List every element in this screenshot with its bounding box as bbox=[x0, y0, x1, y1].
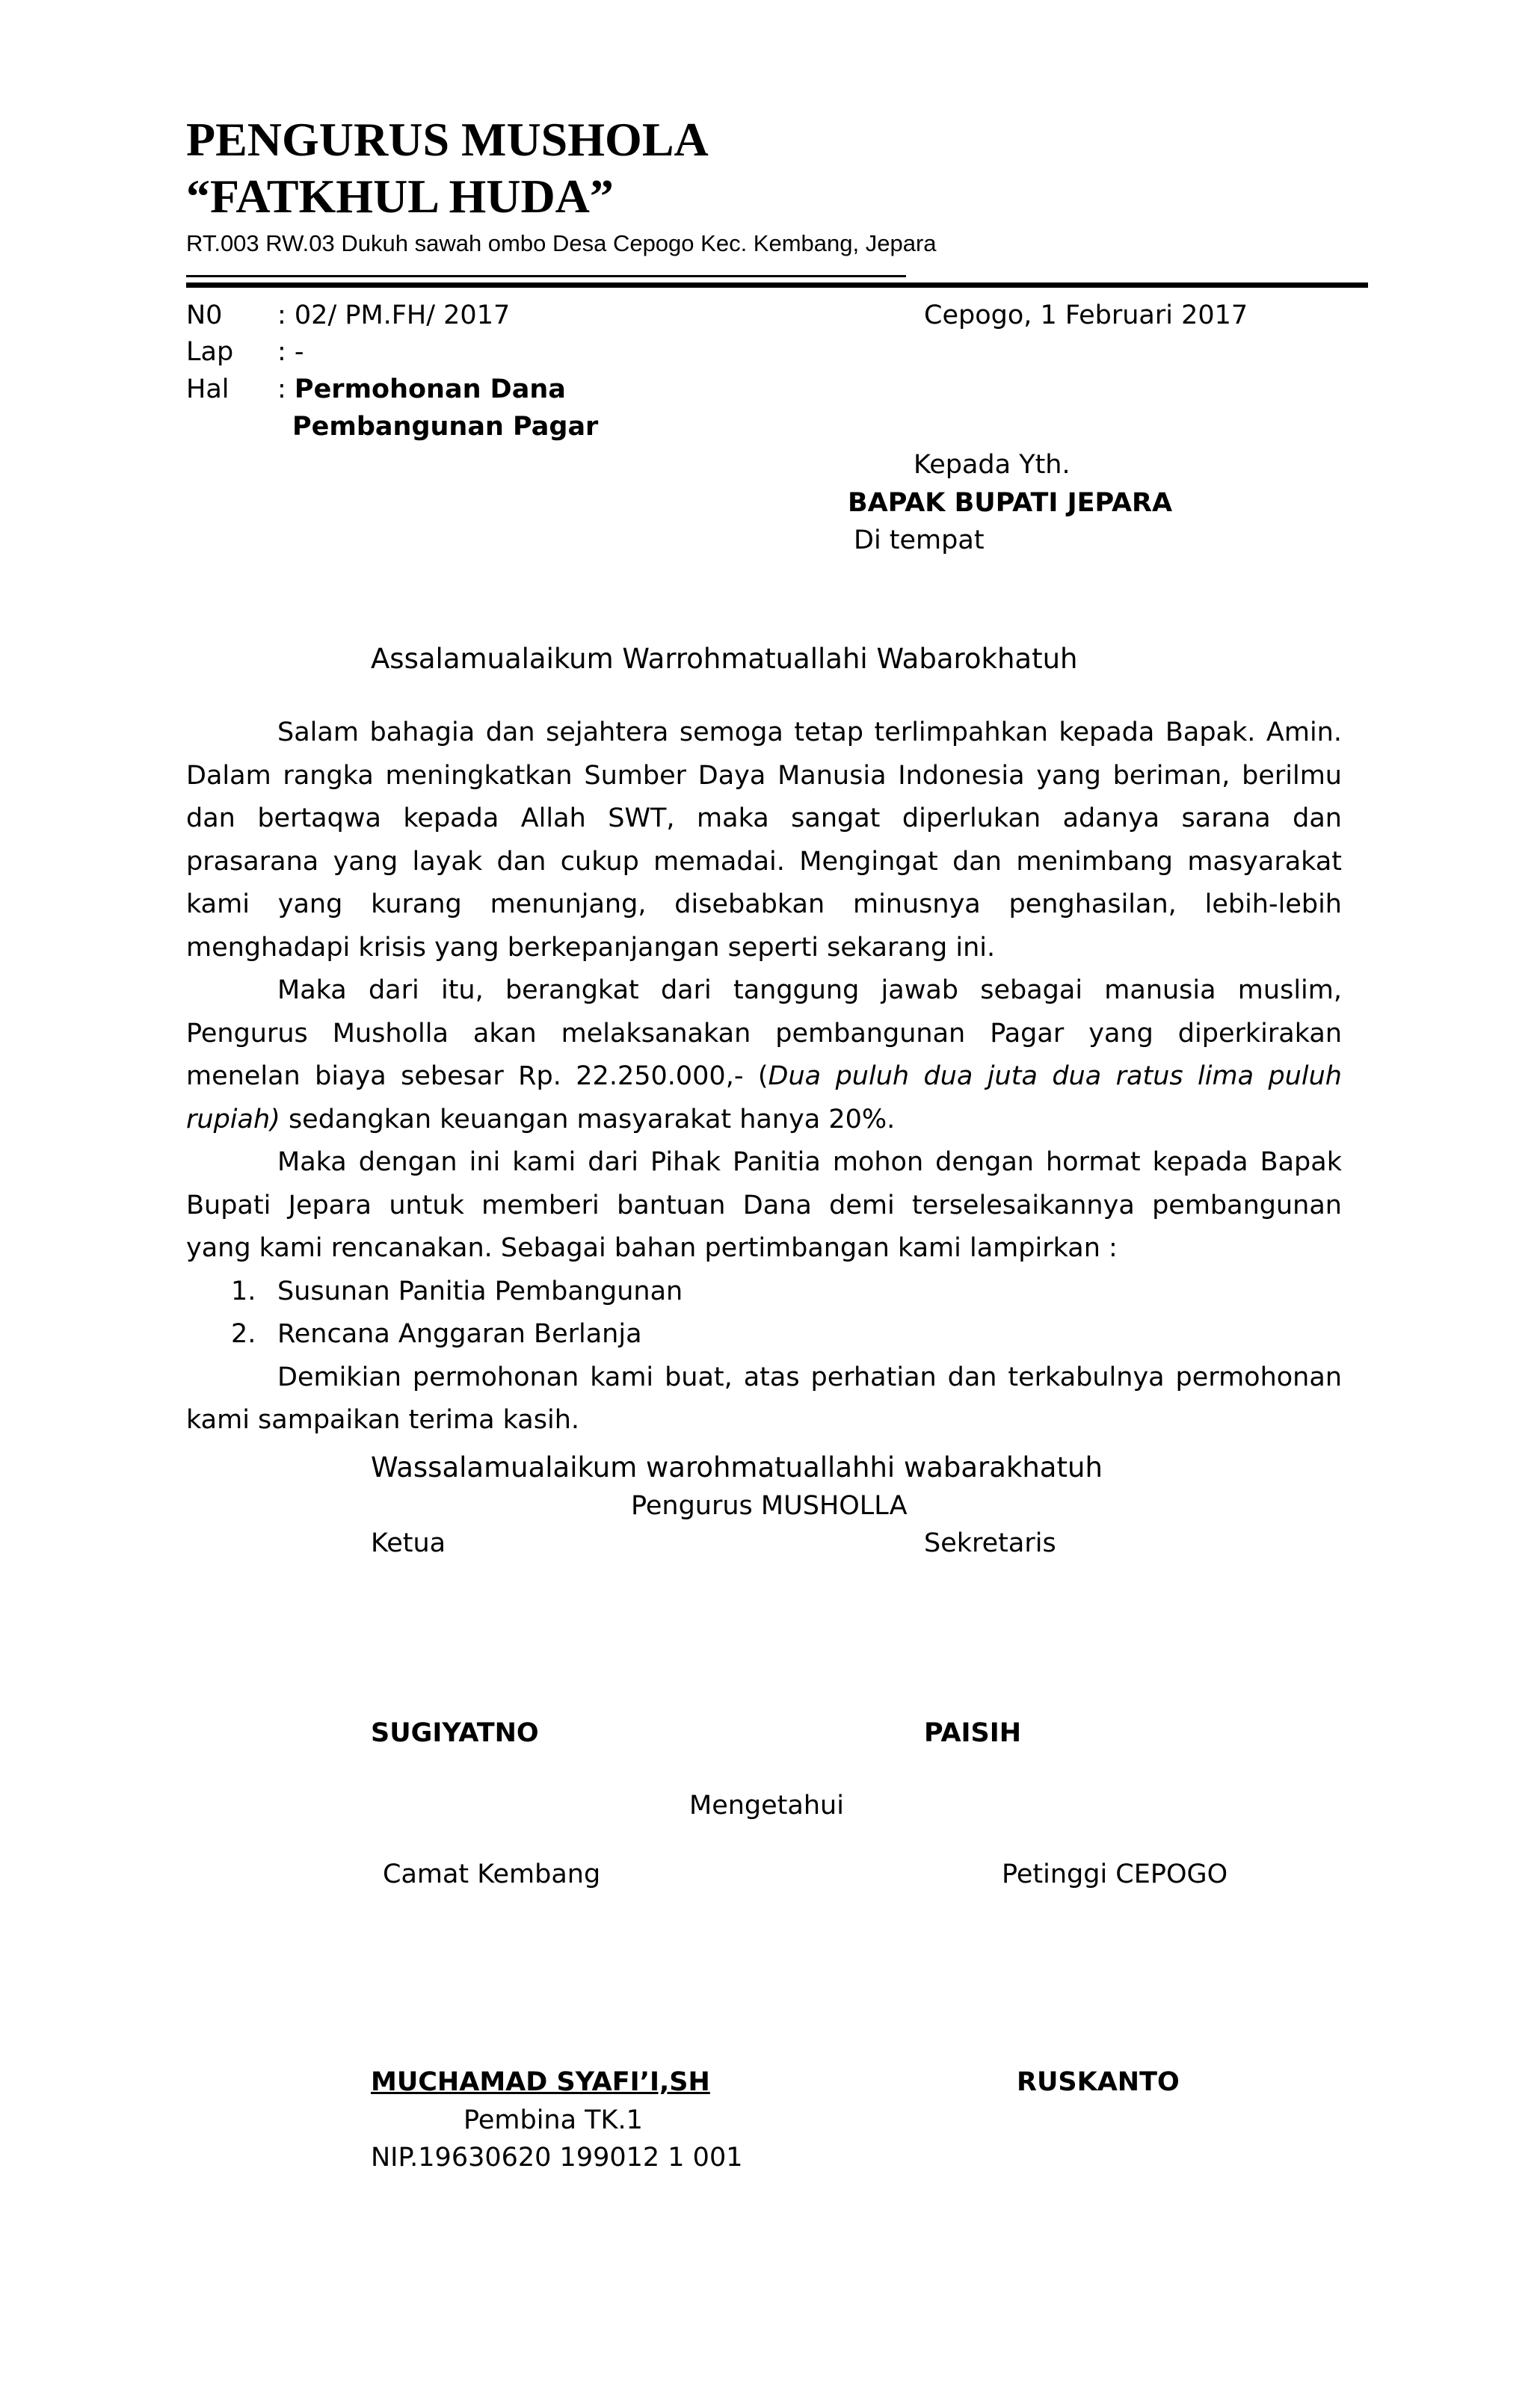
ketua-title: Ketua bbox=[371, 1528, 446, 1558]
org-name-line1: PENGURUS MUSHOLA bbox=[186, 113, 709, 166]
camat-rank: Pembina TK.1 bbox=[463, 2105, 643, 2135]
attachment-list bbox=[186, 1271, 1342, 1356]
camat-name: MUCHAMAD SYAFI’I,SH bbox=[371, 2067, 710, 2097]
list-item bbox=[186, 1271, 1342, 1314]
hal-label: Hal bbox=[186, 374, 230, 404]
petinggi-title: Petinggi CEPOGO bbox=[1002, 1859, 1228, 1889]
body-paragraph-2-a: Maka dari itu, berangkat dari tanggung jawab sebagai manusia muslim, Pengurus Musholla akan melaksanakan pembangunan Pagar yang diperkirakan menelan biaya sebesar Rp. 22.250.000,- ( bbox=[186, 975, 1342, 1091]
body-paragraph-2 bbox=[186, 969, 1342, 1141]
body-paragraph-1: Salam bahagia dan sejahtera semoga tetap terlimpahkan kepada Bapak. Amin. Dalam rangka meningkatkan Sumber Daya Manusia Indonesia yang beriman, berilmu dan bertaqwa kepada Allah SWT, maka sangat diperlukan adanya sarana dan prasarana yang layak dan cukup memadai. Mengingat dan menimbang masyarakat kami yang kurang menunjang, disebabkan minusnya penghasilan, lebih-lebih menghadapi krisis yang berkepanjangan seperti sekarang ini. bbox=[186, 717, 1342, 963]
petinggi-name: RUSKANTO bbox=[1017, 2067, 1180, 2097]
body-paragraph-2-amount-words: Dua puluh dua juta dua ratus lima puluh rupiah) bbox=[186, 1061, 1342, 1134]
lap-value: : - bbox=[277, 337, 304, 367]
body-paragraph-2-b: sedangkan keuangan masyarakat hanya 20%. bbox=[280, 1104, 896, 1134]
recipient-place: Di tempat bbox=[854, 525, 985, 555]
recipient-kepada: Kepada Yth. bbox=[914, 450, 1071, 480]
closing-org: Pengurus MUSHOLLA bbox=[631, 1491, 908, 1521]
lap-label: Lap bbox=[186, 337, 234, 367]
no-value: : 02/ PM.FH/ 2017 bbox=[277, 300, 511, 330]
hal-value-line1 bbox=[277, 374, 566, 404]
ketua-name: SUGIYATNO bbox=[371, 1718, 539, 1748]
hal-subject-line1: Permohonan Dana bbox=[294, 374, 566, 404]
list-item-text: Susunan Panitia Pembangunan bbox=[277, 1276, 683, 1306]
list-item-text: Rencana Anggaran Berlanja bbox=[277, 1319, 642, 1349]
hal-colon: : bbox=[277, 374, 295, 404]
org-name-line2: “FATKHUL HUDA” bbox=[186, 170, 614, 223]
body-paragraph-3: Maka dengan ini kami dari Pihak Panitia mohon dengan hormat kepada Bapak Bupati Jepara untuk memberi bantuan Dana demi terselesaikannya pembangunan yang kami rencanakan. Sebagai bahan pertimbangan kami lampirkan : bbox=[186, 1147, 1342, 1263]
sekretaris-name: PAISIH bbox=[924, 1718, 1022, 1748]
mengetahui: Mengetahui bbox=[689, 1791, 844, 1821]
closing-salam: Wassalamualaikum warohmatuallahhi wabarakhatuh bbox=[371, 1451, 1103, 1484]
header-rule-thick bbox=[186, 283, 1368, 288]
body-paragraph-4: Demikian permohonan kami buat, atas perhatian dan terkabulnya permohonan kami sampaikan terima kasih. bbox=[186, 1362, 1342, 1435]
camat-nip: NIP.19630620 199012 1 001 bbox=[371, 2143, 743, 2173]
org-address: RT.003 RW.03 Dukuh sawah ombo Desa Cepogo Kec. Kembang, Jepara bbox=[186, 230, 937, 256]
greeting: Assalamualaikum Warrohmatuallahi Wabarokhatuh bbox=[371, 643, 1078, 675]
sekretaris-title: Sekretaris bbox=[924, 1528, 1056, 1558]
list-item bbox=[186, 1313, 1342, 1356]
list-item-number: 2. bbox=[231, 1319, 256, 1349]
place-date: Cepogo, 1 Februari 2017 bbox=[924, 300, 1248, 330]
no-label: N0 bbox=[186, 300, 223, 330]
hal-value-line2: Pembangunan Pagar bbox=[292, 412, 599, 442]
letter-body bbox=[186, 711, 1342, 1442]
header-rule-thin bbox=[186, 275, 906, 277]
list-item-number: 1. bbox=[231, 1276, 256, 1306]
camat-title: Camat Kembang bbox=[383, 1859, 601, 1889]
recipient-name: BAPAK BUPATI JEPARA bbox=[848, 488, 1173, 518]
